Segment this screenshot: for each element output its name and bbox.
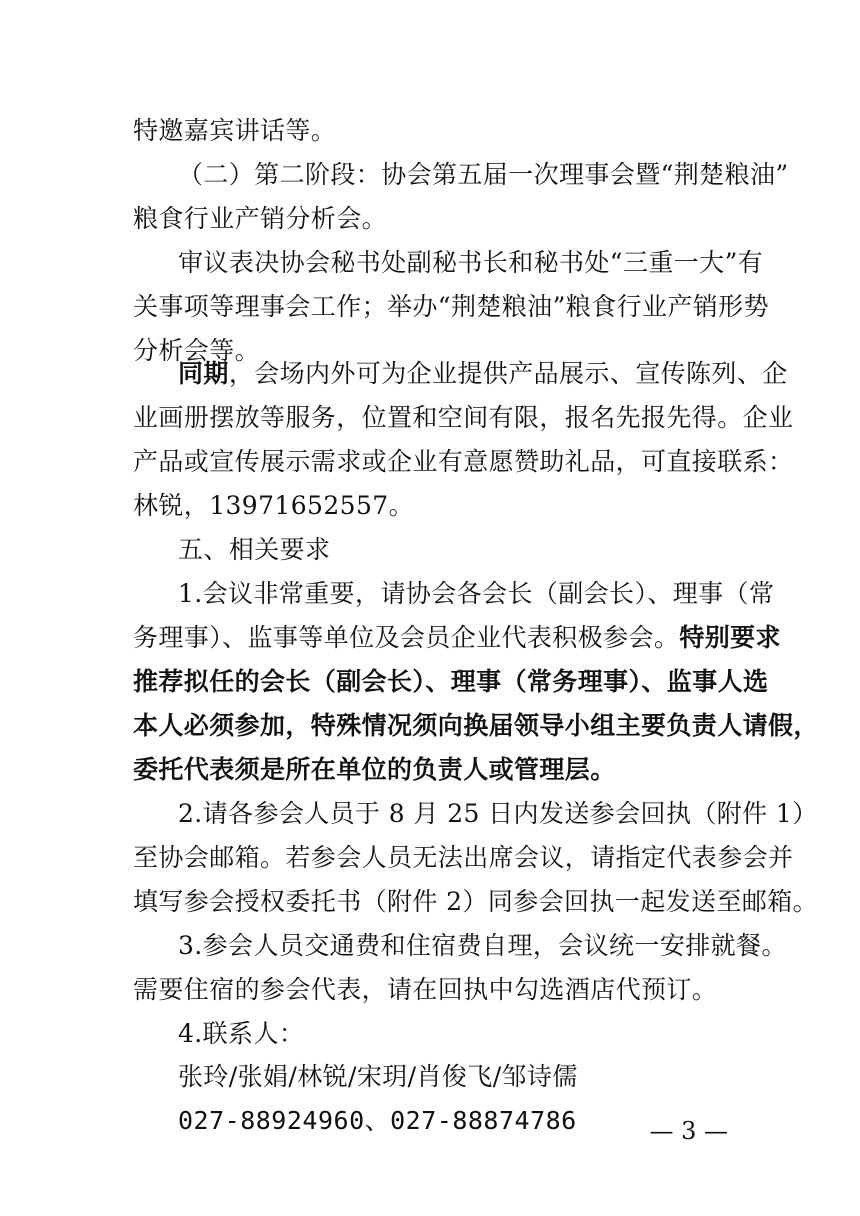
paragraph-line-19: 填写参会授权委托书（附件 2）同参会回执一起发送至邮箱。 bbox=[133, 887, 819, 916]
paragraph-line-12: 1.会议非常重要，请协会各会长（副会长）、理事（常 bbox=[178, 579, 775, 608]
paragraph-line-21: 需要住宿的参会代表，请在回执中勾选酒店代预订。 bbox=[133, 975, 718, 1004]
section-heading-requirements: 五、相关要求 bbox=[178, 535, 331, 564]
paragraph-line-10: 林锐，13971652557。 bbox=[133, 491, 414, 520]
section-heading-stage-two-cont: 粮食行业产销分析会。 bbox=[133, 204, 388, 233]
bold-lead-text: 同期 bbox=[178, 359, 229, 388]
bold-paragraph-line-3: 委托代表须是所在单位的负责人或管理层。 bbox=[133, 755, 616, 784]
paragraph-line-7 bbox=[178, 357, 788, 391]
contact-names: 张玲/张娟/林锐/宋玥/肖俊飞/邹诗儒 bbox=[178, 1062, 578, 1091]
paragraph-line-18: 至协会邮箱。若参会人员无法出席会议，请指定代表参会并 bbox=[133, 843, 794, 872]
bold-paragraph-line-2: 本人必须参加，特殊情况须向换届领导小组主要负责人请假， bbox=[133, 711, 819, 740]
paragraph-line-8: 业画册摆放等服务，位置和空间有限，报名先报先得。企业 bbox=[133, 403, 794, 432]
paragraph-line-9: 产品或宣传展示需求或企业有意愿赞助礼品，可直接联系： bbox=[133, 447, 794, 476]
contact-phones: 027-88924960、027-88874786 bbox=[178, 1106, 577, 1135]
bold-paragraph-line-1: 推荐拟任的会长（副会长）、理事（常务理事）、监事人选 bbox=[133, 667, 769, 696]
bold-tail-text: 特别要求 bbox=[679, 623, 781, 652]
paragraph-line-13-text: 务理事）、监事等单位及会员企业代表积极参会。 bbox=[133, 623, 680, 652]
contact-heading: 4.联系人： bbox=[178, 1019, 305, 1048]
paragraph-line-4: 审议表决协会秘书处副秘书长和秘书处“三重一大”有 bbox=[178, 248, 764, 277]
paragraph-line-17: 2.请各参会人员于 8 月 25 日内发送参会回执（附件 1） bbox=[178, 799, 818, 828]
paragraph-line-1: 特邀嘉宾讲话等。 bbox=[133, 116, 337, 145]
paragraph-line-20: 3.参会人员交通费和住宿费自理，会议统一安排就餐。 bbox=[178, 931, 787, 960]
paragraph-line-5: 关事项等理事会工作；举办“荆楚粮油”粮食行业产销形势 bbox=[133, 292, 769, 321]
section-heading-stage-two: （二）第二阶段：协会第五届一次理事会暨“荆楚粮油” bbox=[178, 160, 789, 189]
paragraph-line-6: 分析会等。 bbox=[133, 336, 261, 365]
paragraph-line-13 bbox=[133, 621, 781, 655]
paragraph-line-7-text: ，会场内外可为企业提供产品展示、宣传陈列、企 bbox=[228, 359, 788, 388]
page-number: — 3 — bbox=[649, 1117, 728, 1145]
